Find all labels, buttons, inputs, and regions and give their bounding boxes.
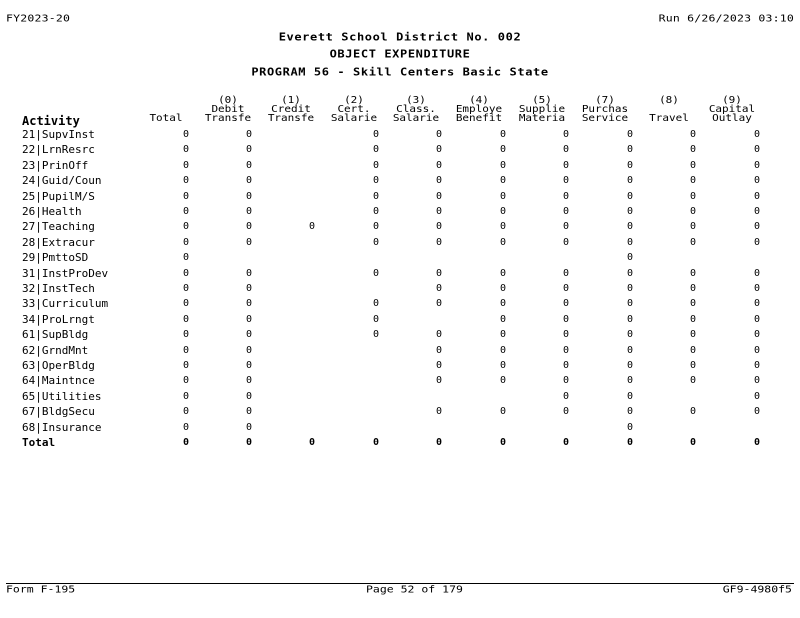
table-cell: 0 <box>754 221 761 233</box>
column-header-line2: Salarie <box>392 112 440 124</box>
table-cell: 0 <box>563 175 570 187</box>
table-cell: 0 <box>373 206 380 217</box>
table-cell: 0 <box>183 421 190 433</box>
column-header <box>447 96 511 123</box>
column-header-num: (4) <box>469 94 489 106</box>
table-cell: 0 <box>373 144 380 156</box>
column-header-line2: Salarie <box>330 112 378 124</box>
table-cell: 0 <box>563 236 570 248</box>
table-cell: 0 <box>754 375 761 387</box>
table-row <box>0 143 800 158</box>
row-label: 61|SupBldg <box>22 328 89 342</box>
table-cell: 0 <box>500 206 507 217</box>
table-cell: 0 <box>183 236 190 248</box>
table-cell: 0 <box>754 267 761 279</box>
table-cell: 0 <box>627 144 634 156</box>
district-title: Everett School District No. 002 <box>278 31 522 43</box>
column-header-line1: Debit <box>211 103 245 115</box>
table-cell: 0 <box>627 267 634 279</box>
table-cell: 0 <box>690 206 697 217</box>
table-cell: 0 <box>754 144 761 156</box>
table-row <box>0 282 800 297</box>
table-cell: 0 <box>563 313 570 325</box>
table-cell: 0 <box>373 298 380 310</box>
table-cell: 0 <box>627 344 634 356</box>
column-header <box>384 96 448 123</box>
table-cell: 0 <box>183 406 190 418</box>
table-cell: 0 <box>436 344 443 356</box>
table-cell: 0 <box>690 283 697 294</box>
column-header-line2: Outlay <box>712 112 752 124</box>
table-cell: 0 <box>183 437 190 448</box>
table-cell: 0 <box>436 283 443 294</box>
table-row <box>0 405 800 420</box>
table-cell: 0 <box>373 313 380 325</box>
table-cell: 0 <box>183 390 190 402</box>
table-cell: 0 <box>690 313 697 325</box>
row-label: 34|ProLrngt <box>22 312 95 326</box>
row-label: 67|BldgSecu <box>22 405 95 419</box>
table-cell: 0 <box>690 437 697 448</box>
table-cell: 0 <box>563 190 570 202</box>
table-cell: 0 <box>183 190 190 202</box>
table-cell: 0 <box>373 236 380 248</box>
report-title: OBJECT EXPENDITURE <box>329 48 471 60</box>
table-cell: 0 <box>500 283 507 294</box>
column-header-line1: Class. <box>396 103 436 115</box>
row-label: 23|PrinOff <box>22 158 89 172</box>
table-cell: 0 <box>754 360 761 371</box>
table-cell: 0 <box>754 390 761 402</box>
table-cell: 0 <box>500 175 507 187</box>
form-number: Form F-195 <box>6 583 76 595</box>
table-cell: 0 <box>627 406 634 418</box>
total-row <box>0 436 800 451</box>
table-cell: 0 <box>563 390 570 402</box>
table-cell: 0 <box>246 406 253 418</box>
table-cell: 0 <box>690 175 697 187</box>
table-row <box>0 251 800 266</box>
table-cell: 0 <box>754 298 761 310</box>
table-cell: 0 <box>627 129 634 140</box>
table-cell: 0 <box>246 236 253 248</box>
table-cell: 0 <box>183 298 190 310</box>
table-row <box>0 390 800 405</box>
table-cell: 0 <box>500 437 507 448</box>
column-header-line1: Purchas <box>581 103 629 115</box>
table-cell: 0 <box>690 406 697 418</box>
table-cell: 0 <box>690 329 697 341</box>
table-cell: 0 <box>627 421 634 433</box>
column-header-num: (0) <box>218 94 238 106</box>
column-header <box>322 96 386 123</box>
table-cell: 0 <box>500 236 507 248</box>
table-cell: 0 <box>627 329 634 341</box>
table-cell: 0 <box>500 159 507 171</box>
column-header-line1: Capital <box>708 103 756 115</box>
table-cell: 0 <box>500 344 507 356</box>
program-title: PROGRAM 56 - Skill Centers Basic State <box>251 66 549 78</box>
table-cell: 0 <box>754 190 761 202</box>
table-cell: 0 <box>500 129 507 140</box>
table-cell: 0 <box>690 221 697 233</box>
table-cell: 0 <box>246 159 253 171</box>
table-cell: 0 <box>500 190 507 202</box>
table-cell: 0 <box>436 298 443 310</box>
column-header-line1: Employe <box>455 103 503 115</box>
table-cell: 0 <box>563 283 570 294</box>
table-cell: 0 <box>690 267 697 279</box>
table-cell: 0 <box>183 329 190 341</box>
row-label: 31|InstProDev <box>22 266 109 280</box>
table-row <box>0 174 800 189</box>
table-cell: 0 <box>690 236 697 248</box>
row-label: 63|OperBldg <box>22 359 95 372</box>
table-cell: 0 <box>436 129 443 140</box>
table-cell: 0 <box>183 344 190 356</box>
form-code: GF9-4980f5 <box>722 583 792 595</box>
table-cell: 0 <box>500 221 507 233</box>
column-header-line2: Travel <box>649 112 689 124</box>
activity-column-header: Activity <box>22 114 80 128</box>
table-cell: 0 <box>183 129 190 140</box>
table-row <box>0 313 800 328</box>
table-cell: 0 <box>183 283 190 294</box>
table-cell: 0 <box>690 190 697 202</box>
table-cell: 0 <box>563 360 570 371</box>
table-cell: 0 <box>627 375 634 387</box>
row-label: 64|Maintnce <box>22 374 95 388</box>
column-header <box>573 96 637 123</box>
table-cell: 0 <box>246 298 253 310</box>
column-header <box>196 96 260 123</box>
column-header-num: (5) <box>532 94 552 106</box>
table-cell: 0 <box>309 437 316 448</box>
table-cell: 0 <box>373 437 380 448</box>
fiscal-year: FY2023-20 <box>6 12 71 24</box>
table-cell: 0 <box>690 360 697 371</box>
table-row <box>0 344 800 359</box>
column-header-line2: Benefit <box>455 112 503 124</box>
column-header-num: (7) <box>595 94 615 106</box>
table-cell: 0 <box>183 252 190 264</box>
table-row <box>0 190 800 205</box>
table-cell: 0 <box>563 221 570 233</box>
table-cell: 0 <box>436 267 443 279</box>
table-cell: 0 <box>627 190 634 202</box>
row-label: Total <box>22 436 56 449</box>
table-cell: 0 <box>627 298 634 310</box>
table-cell: 0 <box>500 313 507 325</box>
table-cell: 0 <box>246 206 253 217</box>
table-cell: 0 <box>246 221 253 233</box>
row-label: 33|Curriculum <box>22 297 109 311</box>
table-row <box>0 236 800 251</box>
table-cell: 0 <box>246 313 253 325</box>
table-cell: 0 <box>183 144 190 156</box>
column-header-line1: Cert. <box>337 103 371 115</box>
table-cell: 0 <box>690 159 697 171</box>
table-cell: 0 <box>436 375 443 387</box>
table-row <box>0 128 800 143</box>
table-cell: 0 <box>500 329 507 341</box>
table-cell: 0 <box>183 175 190 187</box>
table-cell: 0 <box>627 236 634 248</box>
table-cell: 0 <box>627 252 634 264</box>
table-cell: 0 <box>754 175 761 187</box>
table-cell: 0 <box>500 360 507 371</box>
table-cell: 0 <box>436 144 443 156</box>
table-cell: 0 <box>246 175 253 187</box>
column-header-line2: Total <box>149 112 183 124</box>
row-label: 24|Guid/Coun <box>22 174 102 188</box>
column-header <box>510 96 574 123</box>
row-label: 62|GrndMnt <box>22 343 89 357</box>
row-label: 22|LrnResrc <box>22 143 95 157</box>
table-cell: 0 <box>436 221 443 233</box>
table-row <box>0 421 800 436</box>
table-cell: 0 <box>690 375 697 387</box>
table-cell: 0 <box>436 236 443 248</box>
table-cell: 0 <box>690 144 697 156</box>
row-label: 32|InstTech <box>22 282 95 295</box>
table-cell: 0 <box>754 206 761 217</box>
row-label: 21|SupvInst <box>22 128 95 141</box>
column-header-line2: Transfe <box>267 112 315 124</box>
table-cell: 0 <box>563 298 570 310</box>
table-cell: 0 <box>500 144 507 156</box>
table-cell: 0 <box>563 344 570 356</box>
row-label: 26|Health <box>22 205 82 218</box>
table-cell: 0 <box>373 175 380 187</box>
table-cell: 0 <box>627 159 634 171</box>
column-header <box>259 96 323 123</box>
table-cell: 0 <box>373 190 380 202</box>
table-cell: 0 <box>754 406 761 418</box>
table-cell: 0 <box>246 267 253 279</box>
table-cell: 0 <box>690 129 697 140</box>
table-cell: 0 <box>754 329 761 341</box>
table-row <box>0 159 800 174</box>
table-cell: 0 <box>627 206 634 217</box>
table-cell: 0 <box>246 144 253 156</box>
table-cell: 0 <box>246 390 253 402</box>
row-label: 68|Insurance <box>22 420 102 434</box>
table-cell: 0 <box>246 344 253 356</box>
row-label: 27|Teaching <box>22 220 95 234</box>
table-cell: 0 <box>246 437 253 448</box>
column-header <box>134 96 198 123</box>
table-cell: 0 <box>627 390 634 402</box>
table-cell: 0 <box>500 375 507 387</box>
table-cell: 0 <box>627 175 634 187</box>
table-cell: 0 <box>436 360 443 371</box>
table-cell: 0 <box>754 283 761 294</box>
column-header-line1: Credit <box>271 103 311 115</box>
column-header-num: (2) <box>344 94 364 106</box>
table-cell: 0 <box>436 406 443 418</box>
table-cell: 0 <box>436 437 443 448</box>
table-cell: 0 <box>246 129 253 140</box>
table-cell: 0 <box>183 159 190 171</box>
table-row <box>0 297 800 312</box>
table-cell: 0 <box>436 190 443 202</box>
table-cell: 0 <box>373 129 380 140</box>
table-cell: 0 <box>690 344 697 356</box>
table-row <box>0 374 800 389</box>
table-cell: 0 <box>627 221 634 233</box>
table-cell: 0 <box>563 267 570 279</box>
table-cell: 0 <box>754 236 761 248</box>
row-label: 28|Extracur <box>22 235 95 249</box>
table-cell: 0 <box>436 175 443 187</box>
table-cell: 0 <box>754 129 761 140</box>
column-header-line2: Materia <box>518 112 566 124</box>
table-cell: 0 <box>246 283 253 294</box>
table-cell: 0 <box>754 159 761 171</box>
table-cell: 0 <box>183 375 190 387</box>
row-label: 25|PupilM/S <box>22 189 95 203</box>
page-number: Page 52 of 179 <box>366 583 463 595</box>
table-cell: 0 <box>563 206 570 217</box>
table-cell: 0 <box>373 329 380 341</box>
table-cell: 0 <box>183 360 190 371</box>
table-cell: 0 <box>563 159 570 171</box>
table-cell: 0 <box>373 159 380 171</box>
table-cell: 0 <box>373 221 380 233</box>
table-cell: 0 <box>246 360 253 371</box>
table-cell: 0 <box>627 283 634 294</box>
table-cell: 0 <box>500 267 507 279</box>
column-header <box>700 96 764 123</box>
table-cell: 0 <box>627 437 634 448</box>
table-row <box>0 359 800 374</box>
table-cell: 0 <box>246 421 253 433</box>
column-header-num: (9) <box>722 94 742 106</box>
table-row <box>0 328 800 343</box>
table-cell: 0 <box>246 375 253 387</box>
column-header-line1: Supplie <box>518 103 566 115</box>
table-cell: 0 <box>563 329 570 341</box>
table-cell: 0 <box>183 221 190 233</box>
table-cell: 0 <box>563 129 570 140</box>
table-cell: 0 <box>246 329 253 341</box>
table-cell: 0 <box>246 190 253 202</box>
table-cell: 0 <box>183 267 190 279</box>
row-label: 65|Utilities <box>22 389 102 403</box>
table-cell: 0 <box>436 159 443 171</box>
table-cell: 0 <box>183 313 190 325</box>
table-cell: 0 <box>754 344 761 356</box>
table-cell: 0 <box>500 406 507 418</box>
table-cell: 0 <box>563 437 570 448</box>
column-header-num: (8) <box>659 94 679 106</box>
table-cell: 0 <box>183 206 190 217</box>
row-label: 29|PmttoSD <box>22 251 89 265</box>
column-header-line2: Transfe <box>204 112 252 124</box>
table-row <box>0 220 800 235</box>
table-cell: 0 <box>309 221 316 233</box>
table-cell: 0 <box>627 313 634 325</box>
table-cell: 0 <box>563 144 570 156</box>
run-timestamp: Run 6/26/2023 03:10 <box>658 12 794 24</box>
table-cell: 0 <box>690 298 697 310</box>
table-row <box>0 205 800 220</box>
table-cell: 0 <box>627 360 634 371</box>
table-cell: 0 <box>436 206 443 217</box>
table-cell: 0 <box>500 298 507 310</box>
table-cell: 0 <box>563 375 570 387</box>
table-cell: 0 <box>373 267 380 279</box>
table-cell: 0 <box>563 406 570 418</box>
table-cell: 0 <box>436 329 443 341</box>
table-cell: 0 <box>754 313 761 325</box>
column-header-num <box>134 96 198 105</box>
column-header-num: (1) <box>281 94 301 106</box>
column-header-num: (3) <box>406 94 426 106</box>
table-row <box>0 267 800 282</box>
column-header-line2: Service <box>581 112 629 124</box>
table-cell: 0 <box>754 437 761 448</box>
column-header <box>637 96 701 123</box>
